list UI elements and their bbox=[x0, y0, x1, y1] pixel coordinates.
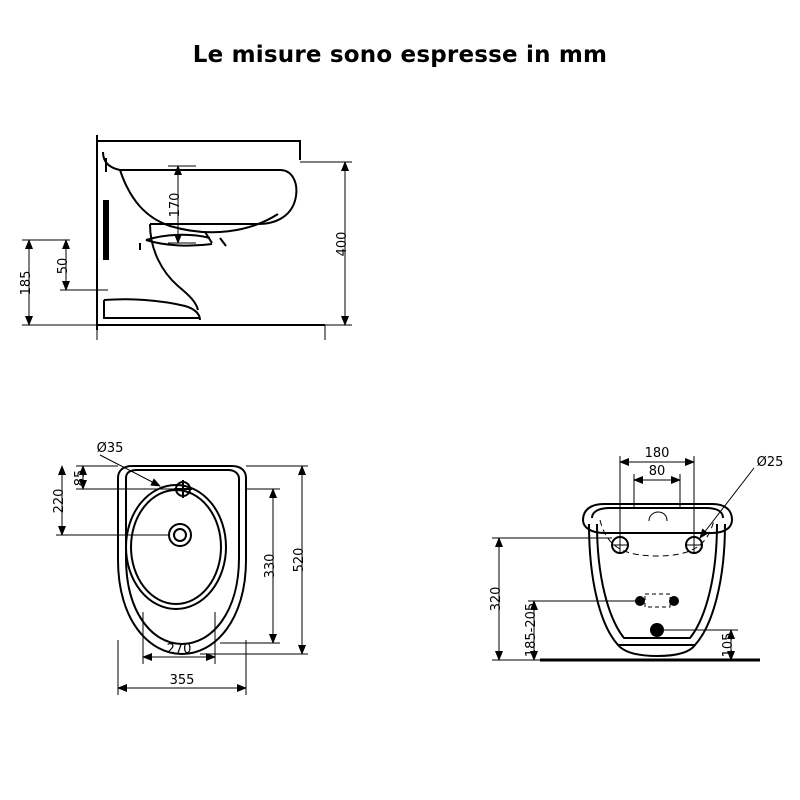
dim-front-105: 105 bbox=[721, 632, 736, 658]
dim-front-320: 320 bbox=[489, 586, 504, 612]
dim-front-185-205: 185-205 bbox=[524, 602, 539, 658]
dim-top-355: 355 bbox=[169, 673, 195, 688]
dim-top-220: 220 bbox=[52, 488, 67, 514]
dim-front-80: 80 bbox=[648, 464, 666, 479]
dim-side-400: 400 bbox=[335, 231, 350, 257]
dim-top-270: 270 bbox=[166, 642, 192, 657]
dim-top-d35: Ø35 bbox=[96, 441, 124, 456]
dim-top-330: 330 bbox=[263, 553, 278, 579]
dim-side-185: 185 bbox=[19, 270, 34, 296]
dim-top-85: 85 bbox=[73, 469, 88, 487]
side-elevation-geometry bbox=[97, 135, 325, 330]
dim-side-50: 50 bbox=[56, 257, 71, 275]
top-plan-geometry bbox=[118, 466, 246, 654]
dim-side-170: 170 bbox=[168, 192, 183, 218]
page-title: Le misure sono espresse in mm bbox=[192, 42, 608, 68]
side-view-dimensions bbox=[22, 162, 352, 340]
dim-front-180: 180 bbox=[644, 446, 670, 461]
dim-front-d25: Ø25 bbox=[756, 455, 784, 470]
dim-top-520: 520 bbox=[292, 547, 307, 573]
